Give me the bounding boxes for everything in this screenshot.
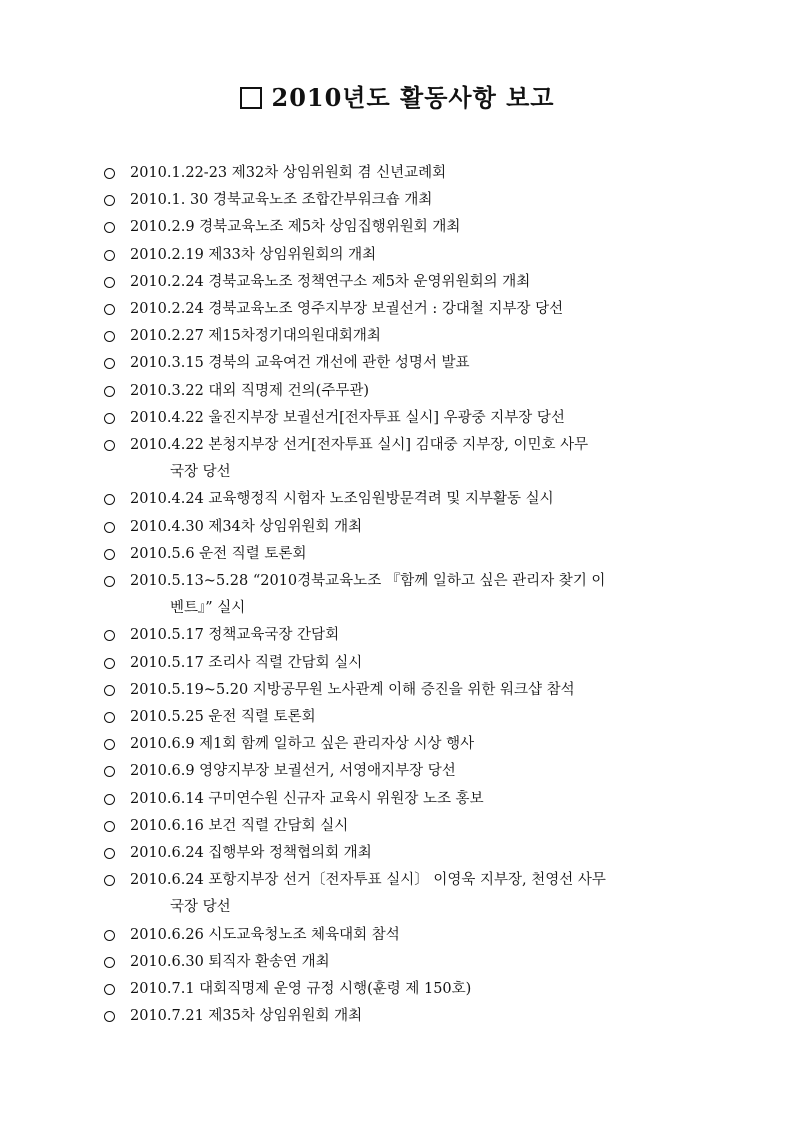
list-item [104,949,674,976]
list-item [104,976,674,1003]
item-continuation: 국장 당선 [170,899,231,916]
circle-bullet-icon [104,576,115,587]
checkbox-square-icon [240,87,262,109]
circle-bullet-icon [104,413,115,424]
list-item [104,813,674,840]
list-item [104,758,674,785]
item-text: 2010.6.14 구미연수원 신규자 교육시 위원장 노조 홍보 [130,790,484,807]
title-text: 2010년도 활동사항 보고 [271,83,555,112]
item-text: 2010.2.24 경북교육노조 영주지부장 보궐선거 : 강대철 지부장 당선 [130,301,564,318]
list-item [104,405,674,432]
circle-bullet-icon [104,522,115,533]
item-text: 2010.3.15 경북의 교육여건 개선에 관한 성명서 발표 [130,355,470,372]
item-text: 2010.5.19~5.20 지방공무원 노사관계 이해 증진을 위한 워크샵 참석 [130,681,575,698]
list-item [104,432,674,486]
item-text: 2010.7.21 제35차 상임위원회 개최 [130,1008,363,1025]
item-text: 2010.1.22-23 제32차 상임위원회 겸 신년교례회 [130,165,447,181]
list-item [104,296,674,323]
list-item [104,922,674,949]
list-item [104,269,674,296]
list-item [104,677,674,704]
list-item [104,242,674,269]
circle-bullet-icon [104,331,115,342]
circle-bullet-icon [104,195,115,206]
activity-list [104,160,674,1031]
item-text: 2010.2.19 제33차 상임위원회의 개최 [130,246,377,263]
circle-bullet-icon [104,386,115,397]
list-item [104,1003,674,1030]
list-item [104,541,674,568]
item-text: 2010.7.1 대회직명제 운영 규정 시행(훈령 제 150호) [130,981,472,998]
item-text: 2010.6.26 시도교육청노조 체육대회 참석 [130,926,400,943]
item-text: 2010.4.22 본청지부장 선거[전자투표 실시] 김대중 지부장, 이민호 사무 [130,437,589,454]
list-item [104,622,674,649]
item-text: 2010.6.24 포항지부장 선거〔전자투표 실시〕 이영욱 지부장, 천영선 사무 [130,872,606,889]
circle-bullet-icon [104,630,115,641]
item-text: 2010.5.17 조리사 직렬 간담회 실시 [130,654,363,671]
item-text: 2010.4.30 제34차 상임위원회 개최 [130,518,363,535]
circle-bullet-icon [104,658,115,669]
circle-bullet-icon [104,1011,115,1022]
item-text: 2010.6.24 집행부와 정책협의회 개최 [130,845,372,862]
circle-bullet-icon [104,848,115,859]
list-item [104,840,674,867]
circle-bullet-icon [104,440,115,451]
item-text: 2010.2.9 경북교육노조 제5차 상임집행위원회 개최 [130,219,461,236]
circle-bullet-icon [104,930,115,941]
circle-bullet-icon [104,766,115,777]
circle-bullet-icon [104,712,115,723]
item-text: 2010.6.30 퇴직자 환송연 개최 [130,953,330,970]
item-text: 2010.2.27 제15차정기대의원대회개최 [130,328,381,345]
list-item [104,867,674,921]
item-text: 2010.3.22 대외 직명제 건의(주무관) [130,382,370,399]
circle-bullet-icon [104,794,115,805]
list-item [104,323,674,350]
item-text: 2010.4.24 교육행정직 시험자 노조임원방문격려 및 지부활동 실시 [130,491,554,508]
list-item [104,160,674,187]
circle-bullet-icon [104,957,115,968]
circle-bullet-icon [104,984,115,995]
item-text: 2010.6.9 영양지부장 보궐선거, 서영애지부장 당선 [130,763,456,780]
circle-bullet-icon [104,304,115,315]
circle-bullet-icon [104,549,115,560]
item-text: 2010.5.6 운전 직렬 토론회 [130,545,307,562]
item-text: 2010.5.13~5.28 “2010경북교육노조 『함께 일하고 싶은 관리자 찾기 이 [130,573,606,590]
list-item [104,378,674,405]
list-item [104,350,674,377]
list-item [104,214,674,241]
item-text: 2010.6.9 제1회 함께 일하고 싶은 관리자상 시상 행사 [130,736,475,753]
list-item [104,650,674,677]
list-item [104,786,674,813]
list-item [104,187,674,214]
circle-bullet-icon [104,494,115,505]
circle-bullet-icon [104,222,115,233]
circle-bullet-icon [104,168,115,179]
circle-bullet-icon [104,250,115,261]
circle-bullet-icon [104,277,115,288]
item-text: 2010.5.17 정책교육국장 간담회 [130,627,340,644]
item-continuation: 국장 당선 [170,464,231,481]
circle-bullet-icon [104,685,115,696]
list-item [104,731,674,758]
page-title [0,78,794,113]
circle-bullet-icon [104,358,115,369]
list-item [104,514,674,541]
item-continuation: 벤트』” 실시 [170,600,246,617]
circle-bullet-icon [104,875,115,886]
item-text: 2010.5.25 운전 직렬 토론회 [130,709,316,726]
circle-bullet-icon [104,739,115,750]
item-text: 2010.6.16 보건 직렬 간담회 실시 [130,817,349,834]
item-text: 2010.4.22 울진지부장 보궐선거[전자투표 실시] 우광중 지부장 당선 [130,409,565,426]
item-text: 2010.1. 30 경북교육노조 조합간부워크숍 개최 [130,192,433,209]
circle-bullet-icon [104,821,115,832]
list-item [104,568,674,622]
list-item [104,486,674,513]
item-text: 2010.2.24 경북교육노조 정책연구소 제5차 운영위원회의 개최 [130,273,531,290]
list-item [104,704,674,731]
